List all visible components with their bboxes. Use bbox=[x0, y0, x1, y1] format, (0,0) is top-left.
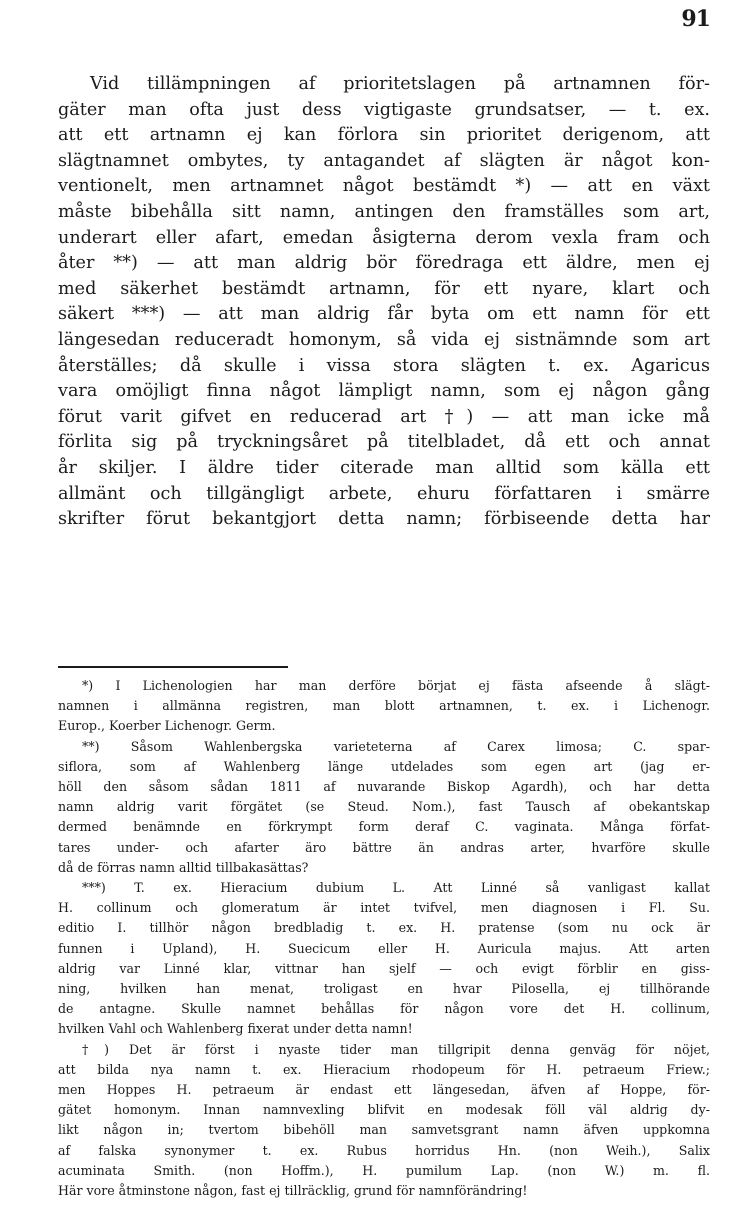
footnote-line: **) Såsom Wahlenbergska varieteterna af Carex limosa; C. spar- bbox=[82, 738, 710, 754]
footnote-line: H. collinum och glomeratum är intet tvifvel, men diagnosen i Fl. Su. bbox=[58, 900, 710, 916]
main-body-text bbox=[58, 72, 710, 533]
footnote-line: då de förras namn alltid tillbakasättas? bbox=[58, 859, 309, 875]
footnote-line: *) I Lichenologien har man derföre börjat ej fästa afseende å slägt- bbox=[82, 678, 710, 693]
body-line: år skiljer. I äldre tider citerade man alltid som källa ett bbox=[58, 457, 710, 478]
body-line: längesedan reduceradt homonym, så vida ej sistnämnde som art bbox=[58, 329, 710, 350]
footnote-line: hvilken Vahl och Wahlenberg fixerat under detta namn! bbox=[58, 1021, 413, 1037]
footnote-line: editio I. tillhör någon bredbladig t. ex. H. pratense (som nu ock är bbox=[58, 920, 710, 936]
footnote-line: aldrig var Linné klar, vittnar han sjelf — och evigt förblir en giss- bbox=[58, 960, 710, 976]
footnote-line: dermed benämnde en förkrympt form deraf C. vaginata. Många förfat- bbox=[58, 819, 710, 835]
footnote-line: gätet homonym. Innan namnvexling blifvit en modesak föll väl aldrig dy- bbox=[58, 1102, 710, 1118]
body-line: underart eller afart, emedan åsigterna derom vexla fram och bbox=[58, 227, 710, 248]
footnote-line: †) Det är först i nyaste tider man tillgripit denna genväg för nöjet, bbox=[82, 1041, 710, 1057]
body-line: måste bibehålla sitt namn, antingen den framställes som art, bbox=[58, 201, 710, 222]
footnote-line: ***) T. ex. Hieracium dubium L. Att Linné så vanligast kallat bbox=[82, 880, 710, 896]
footnote-line: siflora, som af Wahlenberg länge utdelades som egen art (jag er- bbox=[58, 758, 710, 774]
footnote-line: ning, hvilken han menat, troligast en hvar Pilosella, ej tillhörande bbox=[58, 981, 710, 997]
body-line: säkert ***) — att man aldrig får byta om ett namn för ett bbox=[58, 304, 710, 325]
footnote-line: de antagne. Skulle namnet behållas för någon vore det H. collinum, bbox=[58, 1001, 710, 1017]
footnote-line: att bilda nya namn t. ex. Hieracium rhodopeum för H. petraeum Friew.; bbox=[58, 1061, 710, 1077]
body-line: åter **) — att man aldrig bör föredraga ett äldre, men ej bbox=[58, 253, 710, 274]
body-line: skrifter förut bekantgjort detta namn; förbiseende detta har bbox=[58, 509, 710, 530]
body-line: slägtnamnet ombytes, ty antagandet af slägten är något kon- bbox=[58, 150, 710, 171]
footnote-line: likt någon in; tvertom bibehöll man samvetsgrant namn äfven uppkomna bbox=[58, 1122, 710, 1138]
footnote-line: Här vore åtminstone någon, fast ej tillräcklig, grund för namnförändring! bbox=[58, 1183, 528, 1199]
footnote-line: tares under- och afarter äro bättre än andras arter, hvarföre skulle bbox=[58, 839, 710, 855]
page-number: 91 bbox=[681, 6, 710, 32]
body-line: återställes; då skulle i vissa stora slägten t. ex. Agaricus bbox=[58, 355, 710, 376]
body-line: allmänt och tillgängligt arbete, ehuru författaren i smärre bbox=[58, 483, 710, 504]
body-line: vara omöjligt finna något lämpligt namn, som ej någon gång bbox=[58, 381, 710, 402]
footnote-line: Europ., Koerber Lichenogr. Germ. bbox=[58, 718, 276, 734]
footnote-divider bbox=[58, 666, 288, 668]
body-line: Vid tillämpningen af prioritetslagen på artnamnen för- bbox=[90, 74, 710, 94]
footnote-line: af falska synonymer t. ex. Rubus horridus Hn. (non Weih.), Salix bbox=[58, 1142, 710, 1158]
body-line: med säkerhet bestämdt artnamn, för ett nyare, klart och bbox=[58, 278, 710, 299]
footnote-line: höll den såsom sådan 1811 af nuvarande Biskop Agardh), och har detta bbox=[58, 779, 710, 795]
footnote-line: men Hoppes H. petraeum är endast ett längesedan, äfven af Hoppe, för- bbox=[58, 1082, 710, 1098]
body-line: förut varit gifvet en reducerad art †) — att man icke må bbox=[58, 406, 710, 427]
footnote-line: namnen i allmänna registren, man blott artnamnen, t. ex. i Lichenogr. bbox=[58, 698, 710, 714]
footnote-line: funnen i Upland), H. Suecicum eller H. Auricula majus. Att arten bbox=[58, 940, 710, 956]
body-line: gäter man ofta just dess vigtigaste grundsatser, — t. ex. bbox=[58, 99, 710, 120]
body-line: ventionelt, men artnamnet något bestämdt *) — att en växt bbox=[58, 176, 710, 197]
body-line: förlita sig på tryckningsåret på titelbladet, då ett och annat bbox=[58, 432, 710, 453]
footnote-line: namn aldrig varit förgätet (se Steud. Nom.), fast Tausch af obekantskap bbox=[58, 799, 710, 815]
footnote-line: acuminata Smith. (non Hoffm.), H. pumilum Lap. (non W.) m. fl. bbox=[58, 1162, 710, 1178]
body-line: att ett artnamn ej kan förlora sin prioritet derigenom, att bbox=[58, 125, 710, 146]
footnotes bbox=[58, 676, 710, 1201]
